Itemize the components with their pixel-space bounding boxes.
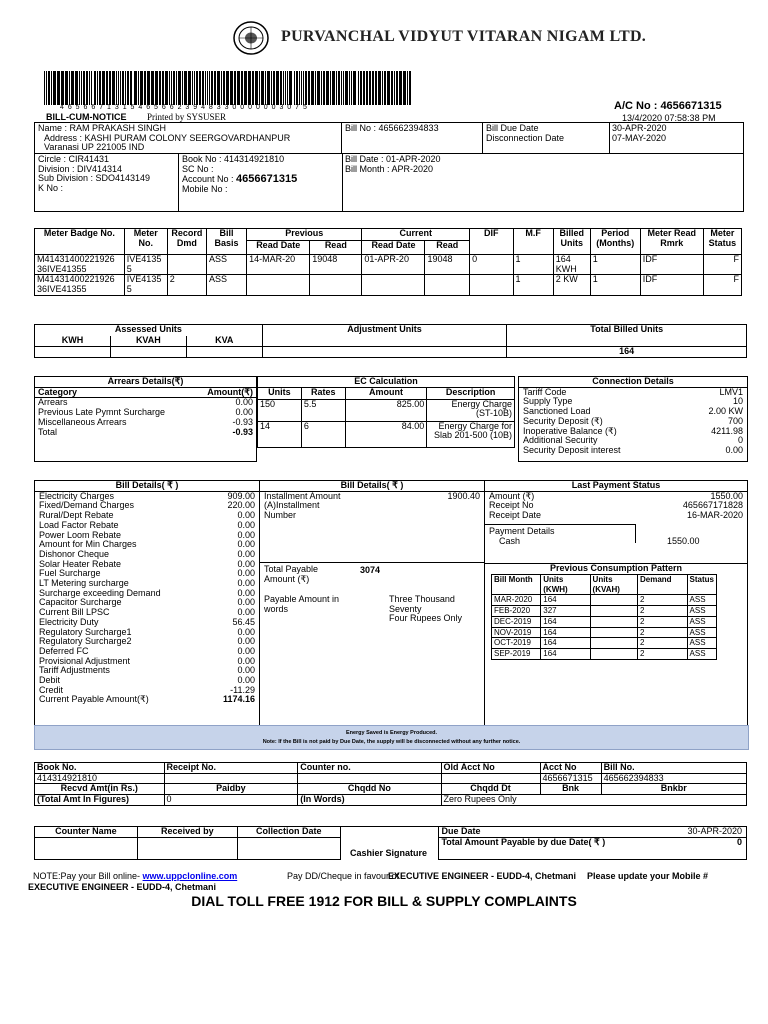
bill-details-box: [34, 480, 260, 727]
barcode-bar: [207, 71, 208, 105]
toll-free-banner: DIAL TOLL FREE 1912 FOR BILL & SUPPLY COMPLAINTS: [191, 893, 577, 909]
payable-in-words: Three Thousand Seventy Four Rupees Only: [389, 594, 463, 624]
list-item: Regulatory Surcharge2 0.00: [39, 636, 255, 647]
barcode-bar: [91, 71, 92, 105]
cashier-signature: Cashier Signature: [350, 848, 428, 858]
barcode-bar: [147, 71, 150, 105]
barcode-bar: [125, 71, 126, 105]
barcode-bar: [134, 71, 137, 105]
list-item: Deferred FC 0.00: [39, 645, 255, 656]
table-row: DEC-2019 164 2 ASS: [492, 616, 717, 627]
installment-value: 1900.40: [447, 490, 480, 501]
list-item: Surcharge exceeding Demand 0.00: [39, 587, 255, 598]
list-item: Inoperative Balance (₹) 4211.98: [523, 425, 743, 436]
list-item: Receipt Date 16-MAR-2020: [489, 510, 743, 521]
table-row: 14 6 84.00 Energy Charge for Slab 201-500 (10B): [258, 421, 515, 447]
ec-title: EC Calculation: [258, 377, 515, 388]
barcode-bar: [188, 71, 191, 105]
barcode-bar: [409, 71, 411, 105]
barcode-bar: [299, 71, 300, 105]
barcode-bar: [192, 71, 193, 105]
table-row: FEB-2020 327 2 ASS: [492, 606, 717, 617]
barcode-bar: [353, 71, 356, 105]
meter-no-header: Meter No.: [124, 229, 167, 255]
list-item: Amount for Min Charges 0.00: [39, 539, 255, 550]
note-text: NOTE:Pay your Bill online-: [33, 871, 143, 881]
barcode-bar: [173, 71, 175, 105]
table-row: M41431400221926 36IVE41355 IVE4135 5 ASS 14-MAR-20 19048 01-APR-20 19048 0 1 164 KWH 1 IDF F: [35, 255, 742, 275]
barcode-bar: [109, 71, 111, 105]
account-value: 4656671315: [236, 173, 298, 186]
record-dmd-header: Record Dmd: [167, 229, 206, 255]
barcode-bar: [363, 71, 365, 105]
barcode-bar: [311, 71, 314, 105]
barcode-bar: [65, 71, 68, 105]
barcode-bar: [338, 71, 340, 105]
barcode-bar: [214, 71, 216, 105]
barcode-bar: [360, 71, 362, 105]
list-item: Security Deposit interest 0.00: [523, 444, 743, 455]
barcode-bar: [223, 71, 225, 105]
barcode-bar: [234, 71, 236, 105]
in-words-value: Zero Rupees Only: [441, 795, 746, 806]
barcode-bar: [321, 71, 322, 105]
barcode-bar: [351, 71, 352, 105]
customer-address: Address : KASHI PURAM COLONY SEERGOVARDHANPUR: [44, 132, 291, 143]
barcode-bar: [155, 71, 158, 105]
barcode-bar: [308, 71, 310, 105]
barcode-bar: [97, 71, 98, 105]
barcode-bar: [144, 71, 146, 105]
barcode-bar: [184, 71, 187, 105]
barcode-bar: [289, 71, 292, 105]
barcode-bar: [276, 71, 279, 105]
current-header: Current: [362, 229, 470, 241]
barcode-bar: [171, 71, 172, 105]
account-number-header: A/C No : 4656671315: [614, 100, 722, 112]
table-row: 150 5.5 825.00 Energy Charge (ST-10B): [258, 399, 515, 421]
list-item: Tariff Adjustments 0.00: [39, 665, 255, 676]
barcode-bar: [99, 71, 101, 105]
list-item: Load Factor Rebate 0.00: [39, 519, 255, 530]
list-item: Power Loom Rebate 0.00: [39, 529, 255, 540]
barcode-bar: [182, 71, 183, 105]
company-name: PURVANCHAL VIDYUT VITARAN NIGAM LTD.: [281, 28, 647, 45]
barcode-bar: [162, 71, 164, 105]
barcode-bar: [396, 71, 398, 105]
barcode-bar: [283, 71, 284, 105]
barcode-bar: [51, 71, 52, 105]
barcode-bar: [358, 71, 359, 105]
notice-band: [34, 725, 749, 750]
counter-due-date-label: Due Date: [441, 826, 481, 836]
barcode-bar: [120, 71, 121, 105]
curr-read-date-header: Read Date: [362, 241, 425, 255]
barcode-bar: [332, 71, 335, 105]
barcode-bar: [330, 71, 331, 105]
barcode-bar: [94, 71, 96, 105]
connection-title: Connection Details: [519, 377, 747, 388]
barcode-bar: [372, 71, 374, 105]
barcode-bar: [303, 71, 304, 105]
prev-read-date-header: Read Date: [247, 241, 310, 255]
list-item: Electricity Charges 909.00: [39, 490, 255, 501]
barcode-bar: [75, 71, 78, 105]
total-payable-label: Total Amount Payable by due Date( ₹ ): [441, 836, 606, 847]
barcode-bar: [61, 71, 64, 105]
barcode-bar: [271, 71, 272, 105]
barcode-bar: [81, 71, 82, 105]
barcode-bar: [378, 71, 381, 105]
cash-value: 1550.00: [667, 536, 700, 546]
barcode-bar: [106, 71, 108, 105]
barcode-bar: [122, 71, 124, 105]
barcode-bar: [248, 71, 251, 105]
bill-no: Bill No : 465662394833: [345, 123, 439, 133]
barcode-bar: [399, 71, 402, 105]
sc-no: SC No :: [182, 163, 214, 174]
bill-details-title: Bill Details( ₹ ): [35, 481, 259, 492]
barcode-bar: [57, 71, 60, 105]
barcode-bar: [280, 71, 282, 105]
consumption-table: Bill Month Units (KWH) Units (KVAH) Demand Status MAR-2020 164 2 ASS FEB-2020 327 2 ASS DEC-2019 164 2 ASS NOV-2019 164 2 ASS OCT-2019 164 2 ASS SEP-2019 164 2 ASS: [491, 574, 717, 660]
kvah-header: KVAH: [110, 336, 186, 347]
meter-status-header: Meter Status: [703, 229, 741, 255]
barcode-bar: [375, 71, 377, 105]
barcode-bar: [71, 71, 74, 105]
barcode-bar: [221, 71, 222, 105]
sub-division: Sub Division : SDO4143149: [38, 173, 151, 184]
barcode-bar: [53, 71, 56, 105]
barcode-bar: [217, 71, 220, 105]
barcode-bar: [285, 71, 286, 105]
list-item: Solar Heater Rebate 0.00: [39, 558, 255, 569]
list-item: Credit -11.29: [39, 684, 255, 695]
last-payment-title: Last Payment Status: [485, 481, 747, 492]
meter-badge-header: Meter Badge No.: [35, 229, 125, 255]
printed-by: Printed by SYSUSER: [147, 112, 227, 122]
barcode-bar: [159, 71, 161, 105]
barcode-image: [44, 71, 414, 105]
customer-address-2: Varanasi UP 221005 IND: [44, 142, 145, 153]
total-figures-label: (Total Amt In Figures): [35, 795, 165, 806]
bill-month: Bill Month : APR-2020: [345, 163, 434, 174]
barcode-bar: [118, 71, 119, 105]
list-item: Dishonor Cheque 0.00: [39, 548, 255, 559]
table-row: 414314921810 4656671315 465662394833: [35, 773, 747, 784]
list-item: Provisional Adjustment 0.00: [39, 655, 255, 666]
barcode-bar: [382, 71, 383, 105]
barcode-digits: 4 6 5 6 6 7 1 3 1 5 4 6 5 6 6 2 3 9 4 8 3 3 0 0 0 0 0 0 3 0 7 5: [60, 104, 308, 111]
barcode-bar: [305, 71, 307, 105]
total-billed-header: Total Billed Units: [507, 325, 747, 336]
list-item: Debit 0.00: [39, 675, 255, 686]
circle: Circle : CIR41431: [38, 154, 110, 164]
barcode-bar: [273, 71, 275, 105]
barcode-bar: [323, 71, 325, 105]
book-no: Book No : 414314921810: [182, 154, 285, 164]
connection-box: [518, 376, 748, 462]
payment-details-label: Payment Details: [489, 526, 555, 536]
engineer-inline: EXECUTIVE ENGINEER - EUDD-4, Chetmani: [388, 871, 577, 881]
list-item: Electricity Duty 56.45: [39, 616, 255, 627]
disconnection-label: Disconnection Date: [486, 132, 565, 143]
barcode-bar: [205, 71, 206, 105]
barcode-bar: [407, 71, 408, 105]
total-payable-due-value: 0: [736, 836, 742, 847]
mobile-no: Mobile No :: [182, 184, 228, 195]
barcode-bar: [261, 71, 264, 105]
list-item: Current Payable Amount(₹) 1174.16: [39, 694, 255, 705]
barcode-bar: [226, 71, 229, 105]
receipt-table: Book No. Receipt No. Counter no. Old Acct No Acct No Bill No. 414314921810 4656671315 465662394833 Recvd Amt(in Rs.) Paidby Chqdd No Chqdd Dt Bnk Bnkbr (Total Amt In Figures) 0 (In Words) Zero Rupees Only: [34, 762, 747, 806]
barcode-bar: [178, 71, 181, 105]
barcode-bar: [151, 71, 154, 105]
list-item: Additional Security 0: [523, 435, 743, 446]
customer-name: Name : RAM PRAKASH SINGH: [38, 123, 167, 133]
uppcl-online-link[interactable]: www.uppclonline.com: [142, 871, 238, 881]
installment-number-label: (A)Installment Number: [264, 500, 320, 521]
division: Division : DIV414314: [38, 163, 123, 174]
prev-read-header: Read: [310, 241, 362, 255]
list-item: Arrears 0.00: [38, 397, 253, 408]
barcode-bar: [209, 71, 210, 105]
barcode-bar: [315, 71, 316, 105]
list-item: Security Deposit (₹) 700: [523, 415, 743, 426]
list-item: Tariff Code LMV1: [523, 386, 743, 397]
list-item: Receipt No 465667171828: [489, 500, 743, 511]
disconnection-date: 07-MAY-2020: [612, 132, 667, 143]
bill-details-2-box: Bill Details( ₹ ) Installment Amount 1900.40 (A)Installment Number Total Payable Amount (₹) 3074 Payable Amount in words Three Thousand Seventy Four Rupees Only: [259, 480, 485, 727]
barcode-bar: [403, 71, 406, 105]
counter-due-date-value: 30-APR-2020: [687, 826, 742, 836]
billed-units-header: Billed Units: [553, 229, 590, 255]
barcode-bar: [343, 71, 344, 105]
kva-header: KVA: [186, 336, 262, 347]
barcode-bar: [265, 71, 266, 105]
arrears-title: Arrears Details(₹): [35, 377, 256, 388]
list-item: Regulatory Surcharge1 0.00: [39, 626, 255, 637]
arrears-amount-header: Amount(₹): [207, 386, 253, 397]
installment-label: Installment Amount: [264, 490, 341, 501]
barcode-bar: [241, 71, 243, 105]
dif-header: DIF: [470, 229, 513, 255]
due-date: 30-APR-2020: [612, 123, 667, 133]
print-datetime: 13/4/2020 07:58:38 PM: [622, 113, 716, 123]
barcode-bar: [345, 71, 348, 105]
barcode-bar: [287, 71, 288, 105]
barcode-bar: [199, 71, 201, 105]
consumption-title: Previous Consumption Pattern: [549, 563, 683, 573]
total-payable-value: 3074: [360, 565, 381, 575]
meter-table: [34, 228, 742, 296]
due-date-label: Bill Due Date: [486, 123, 539, 133]
company-logo: [233, 21, 269, 55]
bill-date: Bill Date : 01-APR-2020: [345, 154, 441, 164]
seal-icon: [233, 21, 269, 55]
list-item: LT Metering surcharge 0.00: [39, 578, 255, 589]
barcode-bar: [79, 71, 80, 105]
barcode-bar: [326, 71, 329, 105]
barcode-bar: [89, 71, 90, 105]
barcode-bar: [102, 71, 105, 105]
barcode-bar: [83, 71, 85, 105]
barcode-bar: [296, 71, 298, 105]
barcode-bar: [366, 71, 368, 105]
notice-title: BILL-CUM-NOTICE: [46, 112, 127, 122]
curr-read-header: Read: [425, 241, 470, 255]
customer-box: [34, 122, 744, 212]
barcode-bar: [244, 71, 247, 105]
barcode-bar: [384, 71, 386, 105]
bill-details-2-title: Bill Details( ₹ ): [260, 481, 484, 492]
barcode-bar: [165, 71, 168, 105]
barcode-bar: [294, 71, 295, 105]
barcode-bar: [259, 71, 260, 105]
barcode-bar: [196, 71, 198, 105]
total-figures-value: 0: [164, 795, 298, 806]
in-words-label: (In Words): [298, 795, 441, 806]
table-row: SEP-2019 164 2 ASS: [492, 648, 717, 659]
table-row: OCT-2019 164 2 ASS: [492, 638, 717, 649]
barcode-bar: [140, 71, 143, 105]
kwh-header: KWH: [35, 336, 111, 347]
barcode-bar: [394, 71, 395, 105]
barcode-bar: [169, 71, 170, 105]
list-item: Current Bill LPSC 0.00: [39, 607, 255, 618]
ec-calculation-table: EC Calculation Units Rates Amount Description 150 5.5 825.00 Energy Charge (ST-10B) 14 6 84.00 Energy Charge for Slab 201-500 (10B): [257, 376, 515, 448]
barcode-bar: [230, 71, 233, 105]
adjustment-units-header: Adjustment Units: [262, 325, 507, 347]
barcode-bar: [336, 71, 337, 105]
update-mobile-text: Please update your Mobile #: [587, 871, 709, 881]
barcode: [44, 71, 414, 105]
total-billed-value: 164: [507, 347, 747, 358]
barcode-bar: [317, 71, 320, 105]
barcode-bar: [86, 71, 88, 105]
pay-dd-text: Pay DD/Cheque in favour of: [287, 871, 400, 881]
list-item: Supply Type 10: [523, 396, 743, 407]
barcode-bar: [176, 71, 177, 105]
assessed-units-header: Assessed Units: [35, 325, 263, 336]
barcode-bar: [138, 71, 139, 105]
table-row: NOV-2019 164 2 ASS: [492, 627, 717, 638]
table-row: MAR-2020 164 2 ASS: [492, 595, 717, 606]
list-item: Amount (₹) 1550.00: [489, 490, 743, 501]
barcode-bar: [130, 71, 132, 105]
read-rmrk-header: Meter Read Rmrk: [640, 229, 703, 255]
barcode-bar: [48, 71, 50, 105]
barcode-bar: [202, 71, 204, 105]
arrears-category-header: Category: [38, 386, 78, 397]
previous-header: Previous: [247, 229, 362, 241]
barcode-bar: [301, 71, 302, 105]
list-item: Fuel Surcharge 0.00: [39, 568, 255, 579]
cash-label: Cash: [499, 536, 521, 546]
barcode-bar: [341, 71, 342, 105]
list-item: Fixed/Demand Charges 220.00: [39, 500, 255, 511]
last-payment-box: [484, 480, 748, 727]
bill-basis-header: Bill Basis: [206, 229, 246, 255]
barcode-bar: [252, 71, 254, 105]
list-item: Previous Late Pymnt Surcharge 0.00: [38, 407, 253, 418]
barcode-bar: [112, 71, 115, 105]
executive-engineer: EXECUTIVE ENGINEER - EUDD-4, Chetmani: [28, 882, 217, 892]
account-label: Account No :: [182, 174, 234, 185]
barcode-bar: [267, 71, 270, 105]
table-row: M41431400221926 36IVE41355 IVE4135 5 2 ASS 1 2 KW 1 IDF F: [35, 275, 742, 295]
arrears-box: [34, 376, 257, 462]
barcode-bar: [46, 71, 47, 105]
barcode-bar: [391, 71, 393, 105]
barcode-bar: [237, 71, 240, 105]
list-item: Miscellaneous Arrears -0.93: [38, 416, 253, 427]
barcode-bar: [211, 71, 213, 105]
k-no: K No :: [38, 183, 64, 194]
barcode-bar: [387, 71, 390, 105]
barcode-bar: [369, 71, 371, 105]
counter-table: Counter Name Received by Collection Date Due Date 30-APR-2020 Total Amount Payable by due Date( ₹ ) 0: [34, 826, 747, 860]
barcode-bar: [194, 71, 195, 105]
list-item: Total -0.93: [38, 426, 253, 437]
list-item: Sanctioned Load 2.00 KW: [523, 406, 743, 417]
barcode-bar: [116, 71, 117, 105]
barcode-bar: [255, 71, 258, 105]
mf-header: M.F: [513, 229, 553, 255]
barcode-bar: [69, 71, 70, 105]
list-item: Rural/Dept Rebate 0.00: [39, 510, 255, 521]
barcode-bar: [44, 71, 45, 105]
notice-line-1: Energy Saved is Energy Produced.: [345, 730, 438, 736]
period-header: Period (Months): [590, 229, 640, 255]
list-item: Capacitor Surcharge 0.00: [39, 597, 255, 608]
notice-line-2: Note: If the Bill is not paid by Due Date, the supply will be disconnected without any further notice.: [262, 739, 521, 745]
barcode-bar: [349, 71, 350, 105]
units-table: [34, 324, 747, 358]
barcode-bar: [127, 71, 129, 105]
